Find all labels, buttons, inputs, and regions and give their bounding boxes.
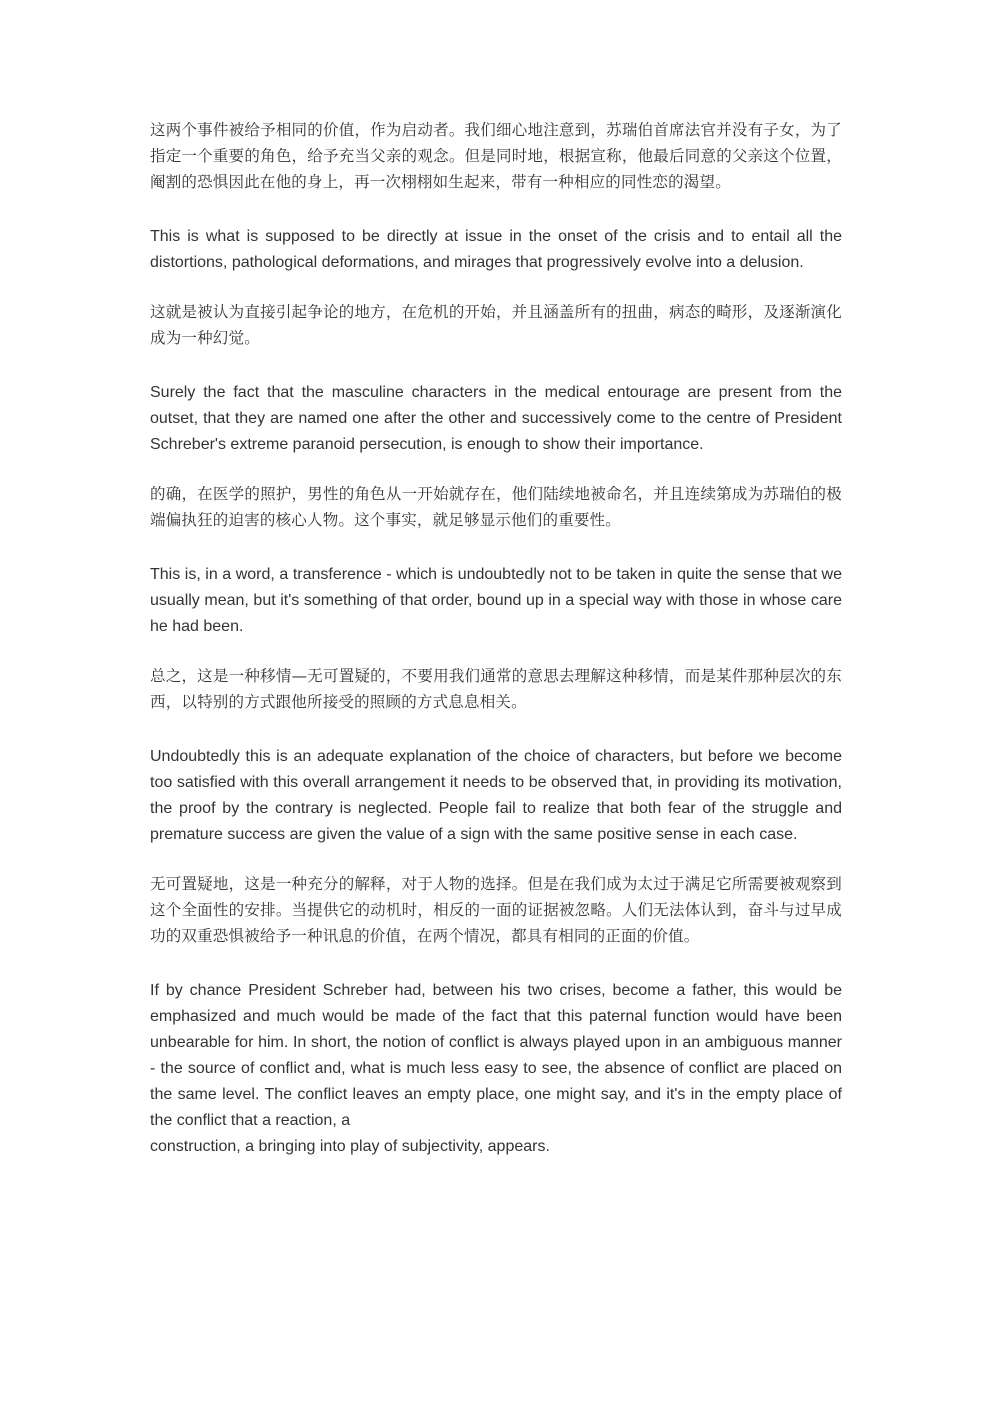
paragraph-en-1: This is what is supposed to be directly at issue in the onset of the crisis and to entail all the distortions, pathological deformations, and mirages that progressively evolve into a delusion. xyxy=(150,228,842,271)
paragraph-zh-3: 的确，在医学的照护，男性的角色从一开始就存在，他们陆续地被命名，并且连续第成为苏瑞伯的极端偏执狂的迫害的核心人物。这个事实，就足够显示他们的重要性。 xyxy=(150,485,842,529)
paragraph-zh-2: 这就是被认为直接引起争论的地方，在危机的开始，并且涵盖所有的扭曲，病态的畸形，及逐渐演化成为一种幻觉。 xyxy=(150,303,842,347)
paragraph-en-5-continued: construction, a bringing into play of subjectivity, appears. xyxy=(150,1138,550,1155)
paragraph-zh-1: 这两个事件被给予相同的价值，作为启动者。我们细心地注意到，苏瑞伯首席法官并没有子女，为了指定一个重要的角色，给予充当父亲的观念。但是同时地，根据宣称，他最后同意的父亲这个位置，阉割的恐惧因此在他的身上，再一次栩栩如生起来，带有一种相应的同性恋的渴望。 xyxy=(150,121,842,191)
document-page xyxy=(150,117,842,1160)
paragraph-en-5-main: If by chance President Schreber had, between his two crises, become a father, this would be emphasized and much would be made of the fact that this paternal function would have been unbearable for him. In short, the notion of conflict is always played upon in an ambiguous manner - the source of conflict and, what is much less easy to see, the absence of conflict are placed on the same level. The conflict leaves an empty place, one might say, and it's in the empty place of the conflict that a reaction, a xyxy=(150,982,842,1129)
paragraph-en-4: Undoubtedly this is an adequate explanation of the choice of characters, but before we become too satisfied with this overall arrangement it needs to be observed that, in providing its motivation, the proof by the contrary is neglected. People fail to realize that both fear of the struggle and premature success are given the value of a sign with the same positive sense in each case. xyxy=(150,748,842,843)
paragraph-en-3: This is, in a word, a transference - which is undoubtedly not to be taken in quite the sense that we usually mean, but it's something of that order, bound up in a special way with those in whose care he had been. xyxy=(150,566,842,635)
paragraph-en-5 xyxy=(150,978,842,1160)
paragraph-en-2: Surely the fact that the masculine characters in the medical entourage are present from the outset, that they are named one after the other and successively come to the centre of President Schreber's extreme paranoid persecution, is enough to show their importance. xyxy=(150,384,842,453)
paragraph-zh-4: 总之，这是一种移情—无可置疑的，不要用我们通常的意思去理解这种移情，而是某件那种层次的东西，以特别的方式跟他所接受的照顾的方式息息相关。 xyxy=(150,667,842,711)
paragraph-zh-5: 无可置疑地，这是一种充分的解释，对于人物的选择。但是在我们成为太过于满足它所需要被观察到这个全面性的安排。当提供它的动机时，相反的一面的证据被忽略。人们无法体认到，奋斗与过早成功的双重恐惧被给予一种讯息的价值，在两个情况，都具有相同的正面的价值。 xyxy=(150,875,842,945)
